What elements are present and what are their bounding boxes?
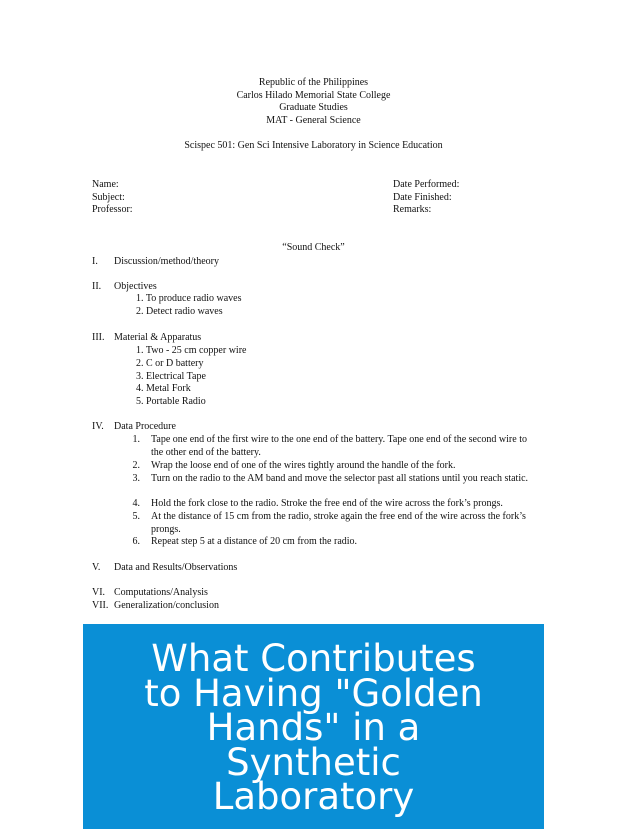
material-item: 4. Metal Fork bbox=[136, 383, 191, 394]
section-3-number: III. bbox=[92, 332, 105, 343]
material-item: 3. Electrical Tape bbox=[136, 371, 206, 382]
subject-field-label: Subject: bbox=[92, 192, 125, 203]
header-division: Graduate Studies bbox=[279, 102, 348, 113]
banner-title-line: Synthetic bbox=[226, 740, 401, 784]
procedure-step-text: Tape one end of the first wire to the one end of the battery. Tape one end of the second wire to the other end of the battery. bbox=[151, 434, 527, 458]
section-4-title: Data Procedure bbox=[114, 421, 176, 432]
title-banner bbox=[83, 624, 544, 829]
procedure-step-number: 4. bbox=[132, 498, 140, 509]
date-finished-label: Date Finished: bbox=[393, 192, 452, 203]
section-4-number: IV. bbox=[92, 421, 104, 432]
section-7-number: VII. bbox=[92, 600, 109, 611]
section-1-number: I. bbox=[92, 256, 98, 267]
section-1-title: Discussion/method/theory bbox=[114, 256, 219, 267]
banner-title-line: What Contributes bbox=[151, 637, 476, 680]
section-7-title: Generalization/conclusion bbox=[114, 600, 219, 611]
section-2-number: II. bbox=[92, 281, 102, 292]
objective-item: 1. To produce radio waves bbox=[136, 293, 242, 304]
procedure-step-number: 1. bbox=[132, 434, 140, 445]
section-6-number: VI. bbox=[92, 587, 106, 598]
procedure-step-number: 6. bbox=[132, 536, 140, 547]
course-title: Scispec 501: Gen Sci Intensive Laboratory in Science Education bbox=[184, 140, 443, 151]
procedure-step-number: 5. bbox=[132, 511, 140, 522]
section-6-title: Computations/Analysis bbox=[114, 587, 208, 598]
section-2-title: Objectives bbox=[114, 281, 157, 292]
remarks-label: Remarks: bbox=[393, 204, 432, 215]
procedure-step-number: 2. bbox=[132, 460, 140, 471]
section-5-number: V. bbox=[92, 562, 101, 573]
banner-title-line: Laboratory bbox=[212, 775, 415, 818]
objective-item: 2. Detect radio waves bbox=[136, 306, 223, 317]
procedure-step-text: Hold the fork close to the radio. Stroke the free end of the wire across the fork’s prongs. bbox=[151, 498, 503, 509]
banner-title-line: Hands" in a bbox=[206, 706, 421, 749]
procedure-step-text: Turn on the radio to the AM band and move the selector past all stations until you reach static. bbox=[151, 473, 529, 484]
professor-field-label: Professor: bbox=[92, 204, 133, 215]
material-item: 2. C or D battery bbox=[136, 358, 204, 369]
procedure-step-text: Wrap the loose end of one of the wires tightly around the handle of the fork. bbox=[151, 460, 456, 471]
header-college: Carlos Hilado Memorial State College bbox=[236, 90, 391, 101]
section-3-title: Material & Apparatus bbox=[114, 332, 202, 343]
procedure-step-text: At the distance of 15 cm from the radio, stroke again the free end of the wire across the fork’s prongs. bbox=[151, 511, 526, 535]
experiment-title: “Sound Check” bbox=[282, 242, 345, 253]
procedure-step-number: 3. bbox=[132, 473, 140, 484]
material-item: 1. Two - 25 cm copper wire bbox=[136, 345, 247, 356]
name-field-label: Name: bbox=[92, 179, 119, 190]
banner-title bbox=[83, 637, 544, 818]
banner-title-line: to Having "Golden bbox=[144, 671, 483, 715]
date-performed-label: Date Performed: bbox=[393, 179, 460, 190]
header-country: Republic of the Philippines bbox=[258, 77, 369, 88]
header-program: MAT - General Science bbox=[266, 115, 361, 126]
section-5-title: Data and Results/Observations bbox=[114, 562, 238, 573]
material-item: 5. Portable Radio bbox=[136, 396, 206, 407]
procedure-step-text: Repeat step 5 at a distance of 20 cm from the radio. bbox=[151, 536, 358, 547]
